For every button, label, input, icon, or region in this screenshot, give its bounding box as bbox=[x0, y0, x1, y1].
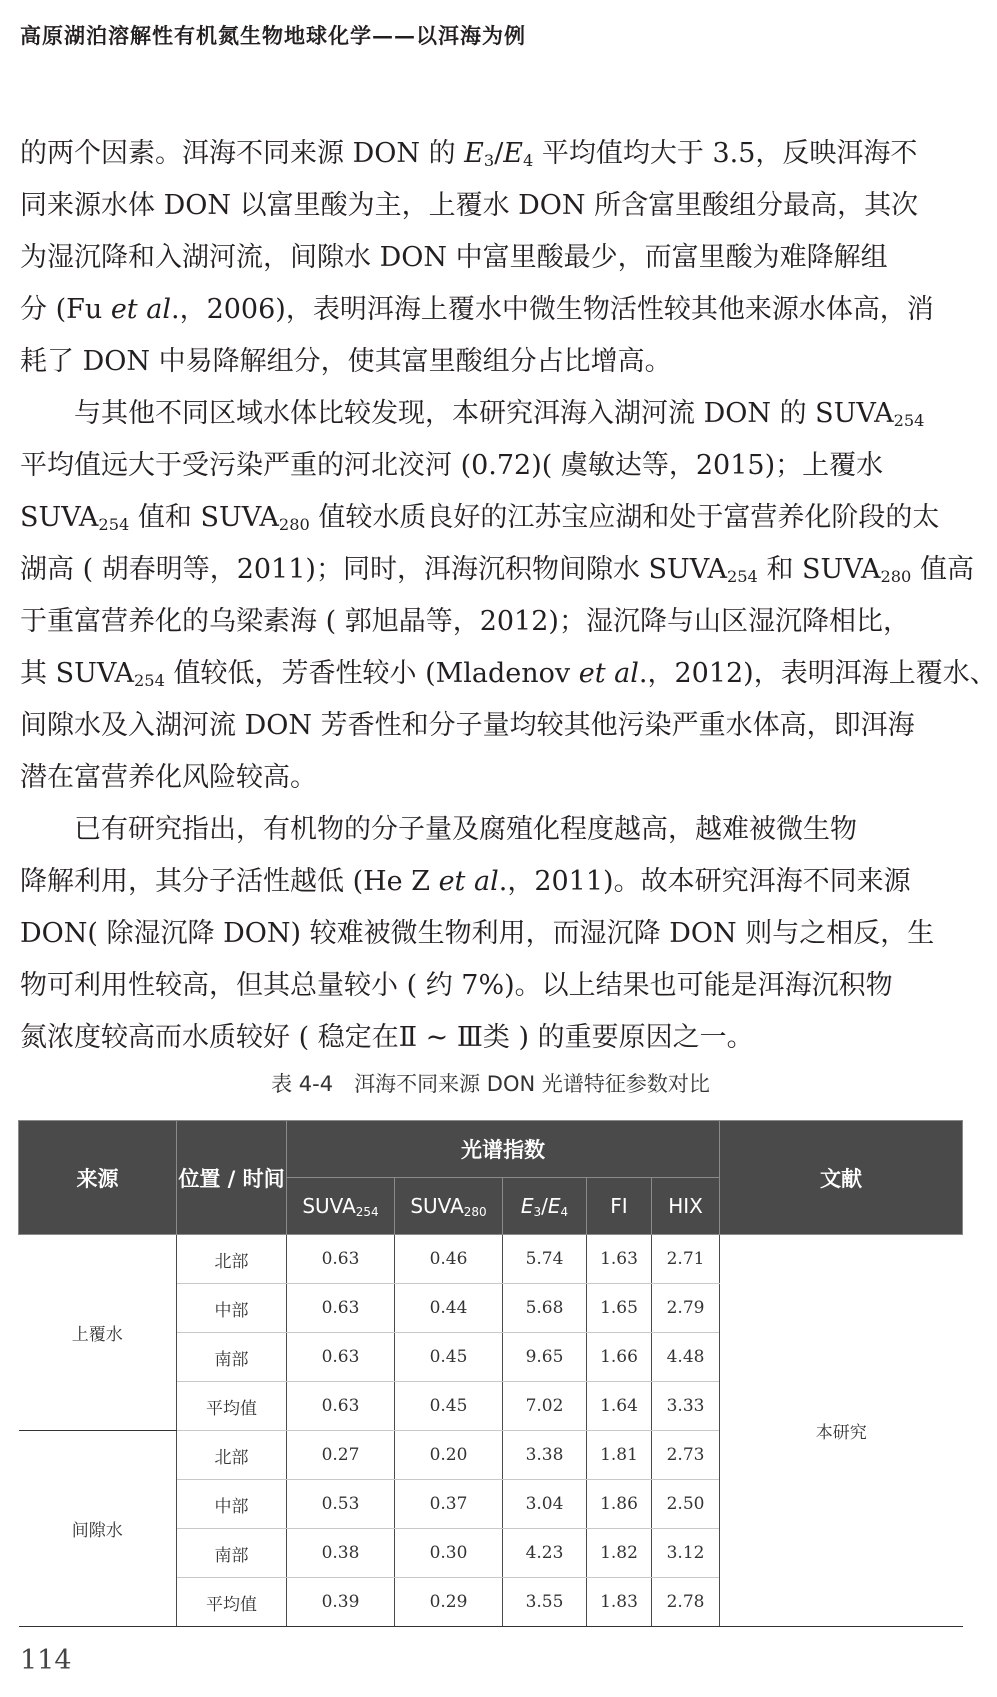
hix-cell: 2.79 bbox=[652, 1284, 720, 1333]
text-line: 湖高 ( 胡春明等，2011)；同时，洱海沉积物间隙水 $SUVA_{254}$ 和 $SUVA_{280}$ 值高 bbox=[20, 554, 974, 587]
text-line: 潜在富营养化风险较高。 bbox=[20, 762, 317, 793]
text-line: 同来源水体 DON 以富里酸为主，上覆水 DON 所含富里酸组分最高，其次 bbox=[20, 190, 919, 221]
text-line: 的两个因素。洱海不同来源 DON 的 $E_3/E_4$ 平均值均大于 3.5，反映洱海不 bbox=[20, 138, 918, 171]
hix-cell: 3.12 bbox=[652, 1529, 720, 1578]
suva280-cell: 0.46 bbox=[395, 1235, 503, 1284]
header-location: 位置 / 时间 bbox=[177, 1121, 287, 1235]
location-cell: 平均值 bbox=[177, 1578, 287, 1627]
text-line: $SUVA_{254}$ 值和 $SUVA_{280}$ 值较水质良好的江苏宝应湖和处于富营养化阶段的太 bbox=[20, 502, 940, 535]
text-line: DON( 除湿沉降 DON) 较难被微生物利用，而湿沉降 DON 则与之相反，生 bbox=[20, 918, 935, 949]
header-fi: FI bbox=[587, 1178, 652, 1235]
header-spectral: 光谱指数 bbox=[287, 1121, 720, 1178]
fi-cell: 1.86 bbox=[587, 1480, 652, 1529]
paragraph-3 bbox=[20, 804, 962, 1064]
suva280-cell: 0.20 bbox=[395, 1431, 503, 1480]
suva254-cell: 0.63 bbox=[287, 1333, 395, 1382]
fi-cell: 1.65 bbox=[587, 1284, 652, 1333]
e3e4-cell: 3.04 bbox=[503, 1480, 587, 1529]
text-line: 其 $SUVA_{254}$ 值较低，芳香性较小 (Mladenov et al.，2012)，表明洱海上覆水、 bbox=[20, 658, 997, 691]
location-cell: 南部 bbox=[177, 1333, 287, 1382]
text-line: 平均值远大于受污染严重的河北洨河 (0.72)( 虞敏达等，2015)；上覆水 bbox=[20, 450, 884, 481]
fi-cell: 1.81 bbox=[587, 1431, 652, 1480]
text-line: 于重富营养化的乌梁素海 ( 郭旭晶等，2012)；湿沉降与山区湿沉降相比， bbox=[20, 606, 910, 637]
suva280-cell: 0.37 bbox=[395, 1480, 503, 1529]
suva254-cell: 0.38 bbox=[287, 1529, 395, 1578]
text-line: 降解利用，其分子活性越低 (He Z et al.，2011)。故本研究洱海不同来源 bbox=[20, 866, 911, 897]
table-row bbox=[19, 1235, 963, 1284]
suva254-cell: 0.63 bbox=[287, 1235, 395, 1284]
hix-cell: 3.33 bbox=[652, 1382, 720, 1431]
header-hix: HIX bbox=[652, 1178, 720, 1235]
page-number: 114 bbox=[20, 1645, 72, 1676]
e3e4-cell: 3.55 bbox=[503, 1578, 587, 1627]
text-line: 物可利用性较高，但其总量较小 ( 约 7%)。以上结果也可能是洱海沉积物 bbox=[20, 970, 893, 1001]
location-cell: 北部 bbox=[177, 1431, 287, 1480]
e3e4-cell: 5.68 bbox=[503, 1284, 587, 1333]
body-text bbox=[20, 128, 997, 1064]
fi-cell: 1.66 bbox=[587, 1333, 652, 1382]
fi-cell: 1.83 bbox=[587, 1578, 652, 1627]
e3e4-cell: 3.38 bbox=[503, 1431, 587, 1480]
running-header: 高原湖泊溶解性有机氮生物地球化学——以洱海为例 bbox=[20, 23, 526, 48]
hix-cell: 2.71 bbox=[652, 1235, 720, 1284]
fi-cell: 1.64 bbox=[587, 1382, 652, 1431]
e3e4-cell: 9.65 bbox=[503, 1333, 587, 1382]
header-reference: 文献 bbox=[720, 1121, 963, 1235]
location-cell: 中部 bbox=[177, 1480, 287, 1529]
paragraph-1 bbox=[20, 128, 962, 388]
spectral-table bbox=[18, 1120, 963, 1627]
hix-cell: 2.73 bbox=[652, 1431, 720, 1480]
header-source: 来源 bbox=[19, 1121, 177, 1235]
group-label: 间隙水 bbox=[19, 1431, 177, 1627]
location-cell: 中部 bbox=[177, 1284, 287, 1333]
suva280-cell: 0.30 bbox=[395, 1529, 503, 1578]
hix-cell: 2.50 bbox=[652, 1480, 720, 1529]
text-line: 与其他不同区域水体比较发现，本研究洱海入湖河流 DON 的 $SUVA_{254}$ bbox=[74, 398, 925, 431]
suva280-cell: 0.45 bbox=[395, 1382, 503, 1431]
suva254-cell: 0.53 bbox=[287, 1480, 395, 1529]
text-line: 耗了 DON 中易降解组分，使其富里酸组分占比增高。 bbox=[20, 346, 672, 377]
header-suva280: $SUVA_{280}$ bbox=[395, 1178, 503, 1235]
fi-cell: 1.82 bbox=[587, 1529, 652, 1578]
hix-cell: 4.48 bbox=[652, 1333, 720, 1382]
suva254-cell: 0.39 bbox=[287, 1578, 395, 1627]
fi-cell: 1.63 bbox=[587, 1235, 652, 1284]
location-cell: 平均值 bbox=[177, 1382, 287, 1431]
table-caption: 表 4-4 洱海不同来源 DON 光谱特征参数对比 bbox=[271, 1072, 710, 1096]
header-e3e4: $E_3/E_4$ bbox=[503, 1178, 587, 1235]
suva280-cell: 0.29 bbox=[395, 1578, 503, 1627]
header-suva254: $SUVA_{254}$ bbox=[287, 1178, 395, 1235]
location-cell: 南部 bbox=[177, 1529, 287, 1578]
suva280-cell: 0.44 bbox=[395, 1284, 503, 1333]
text-line: 已有研究指出，有机物的分子量及腐殖化程度越高，越难被微生物 bbox=[74, 814, 857, 845]
text-line: 分 (Fu et al.，2006)，表明洱海上覆水中微生物活性较其他来源水体高，消 bbox=[20, 294, 934, 325]
e3e4-cell: 5.74 bbox=[503, 1235, 587, 1284]
suva254-cell: 0.27 bbox=[287, 1431, 395, 1480]
e3e4-cell: 7.02 bbox=[503, 1382, 587, 1431]
hix-cell: 2.78 bbox=[652, 1578, 720, 1627]
text-line: 间隙水及入湖河流 DON 芳香性和分子量均较其他污染严重水体高，即洱海 bbox=[20, 710, 915, 741]
paragraph-2 bbox=[20, 388, 997, 804]
text-line: 为湿沉降和入湖河流，间隙水 DON 中富里酸最少，而富里酸为难降解组 bbox=[20, 242, 888, 273]
text-line: 氮浓度较高而水质较好 ( 稳定在Ⅱ ~ Ⅲ类 ) 的重要原因之一。 bbox=[20, 1022, 754, 1053]
reference-cell: 本研究 bbox=[720, 1235, 963, 1627]
e3e4-cell: 4.23 bbox=[503, 1529, 587, 1578]
suva280-cell: 0.45 bbox=[395, 1333, 503, 1382]
location-cell: 北部 bbox=[177, 1235, 287, 1284]
suva254-cell: 0.63 bbox=[287, 1284, 395, 1333]
group-label: 上覆水 bbox=[19, 1235, 177, 1431]
suva254-cell: 0.63 bbox=[287, 1382, 395, 1431]
